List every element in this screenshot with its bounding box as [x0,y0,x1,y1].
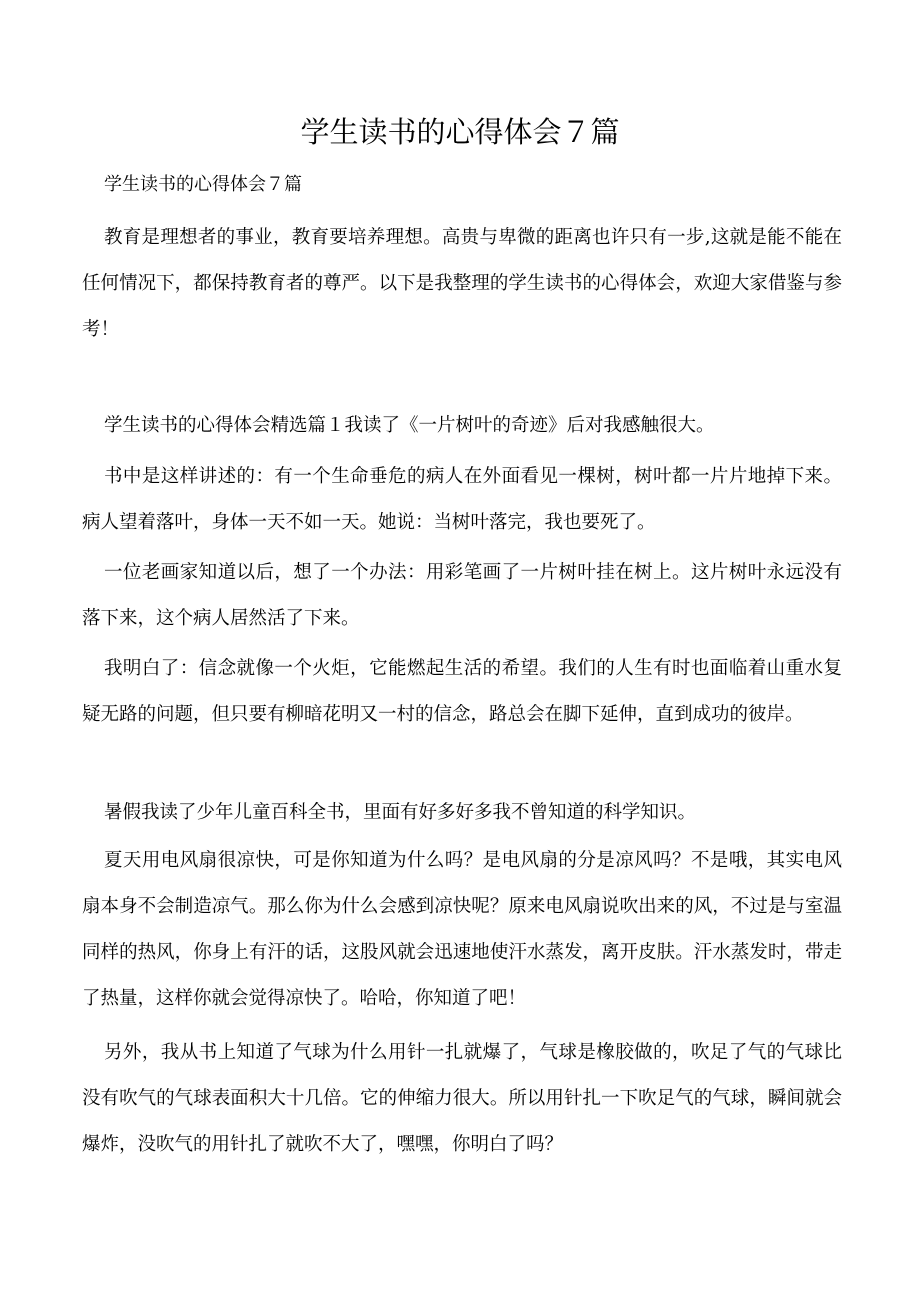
paragraph-essay-1-opening: 学生读书的心得体会精选篇１我读了《一片树叶的奇迹》后对我感触很大。 [104,415,715,436]
document-title: 学生读书的心得体会７篇 [300,115,620,149]
paragraph-belief: 我明白了：信念就像一个火炬，它能燃起生活的希望。我们的人生有时也面临着山重水复疑无路的问题，但只要有柳暗花明又一村的信念，路总会在脚下延伸，直到成功的彼岸。 [82,658,842,725]
paragraph-story-summary: 书中是这样讲述的：有一个生命垂危的病人在外面看见一棵树，树叶都一片片地掉下来。病人望着落叶，身体一天不如一天。她说：当树叶落完，我也要死了。 [82,466,842,533]
document-subtitle: 学生读书的心得体会７篇 [104,174,302,195]
paragraph-balloon: 另外，我从书上知道了气球为什么用针一扎就爆了，气球是橡胶做的，吹足了气的气球比没有吹气的气球表面积大十几倍。它的伸缩力很大。所以用针扎一下吹足气的气球，瞬间就会爆炸，没吹气的用针扎了就吹不大了，嘿嘿，你明白了吗？ [82,1042,842,1155]
paragraph-encyclopedia: 暑假我读了少年儿童百科全书，里面有好多好多我不曾知道的科学知识。 [104,802,697,823]
paragraph-electric-fan: 夏天用电风扇很凉快，可是你知道为什么吗？是电风扇的分是凉风吗？不是哦，其实电风扇本身不会制造凉气。那么你为什么会感到凉快呢？原来电风扇说吹出来的风，不过是与室温同样的热风，你身上有汗的话，这股风就会迅速地使汗水蒸发，离开皮肤。汗水蒸发时，带走了热量，这样你就会觉得凉快了。哈哈，你知道了吧！ [82,850,842,1009]
paragraph-intro: 教育是理想者的事业，教育要培养理想。高贵与卑微的距离也许只有一步,这就是能不能在任何情况下，都保持教育者的尊严。以下是我整理的学生读书的心得体会，欢迎大家借鉴与参考！ [82,227,842,340]
paragraph-old-painter: 一位老画家知道以后，想了一个办法：用彩笔画了一片树叶挂在树上。这片树叶永远没有落下来，这个病人居然活了下来。 [82,562,842,629]
